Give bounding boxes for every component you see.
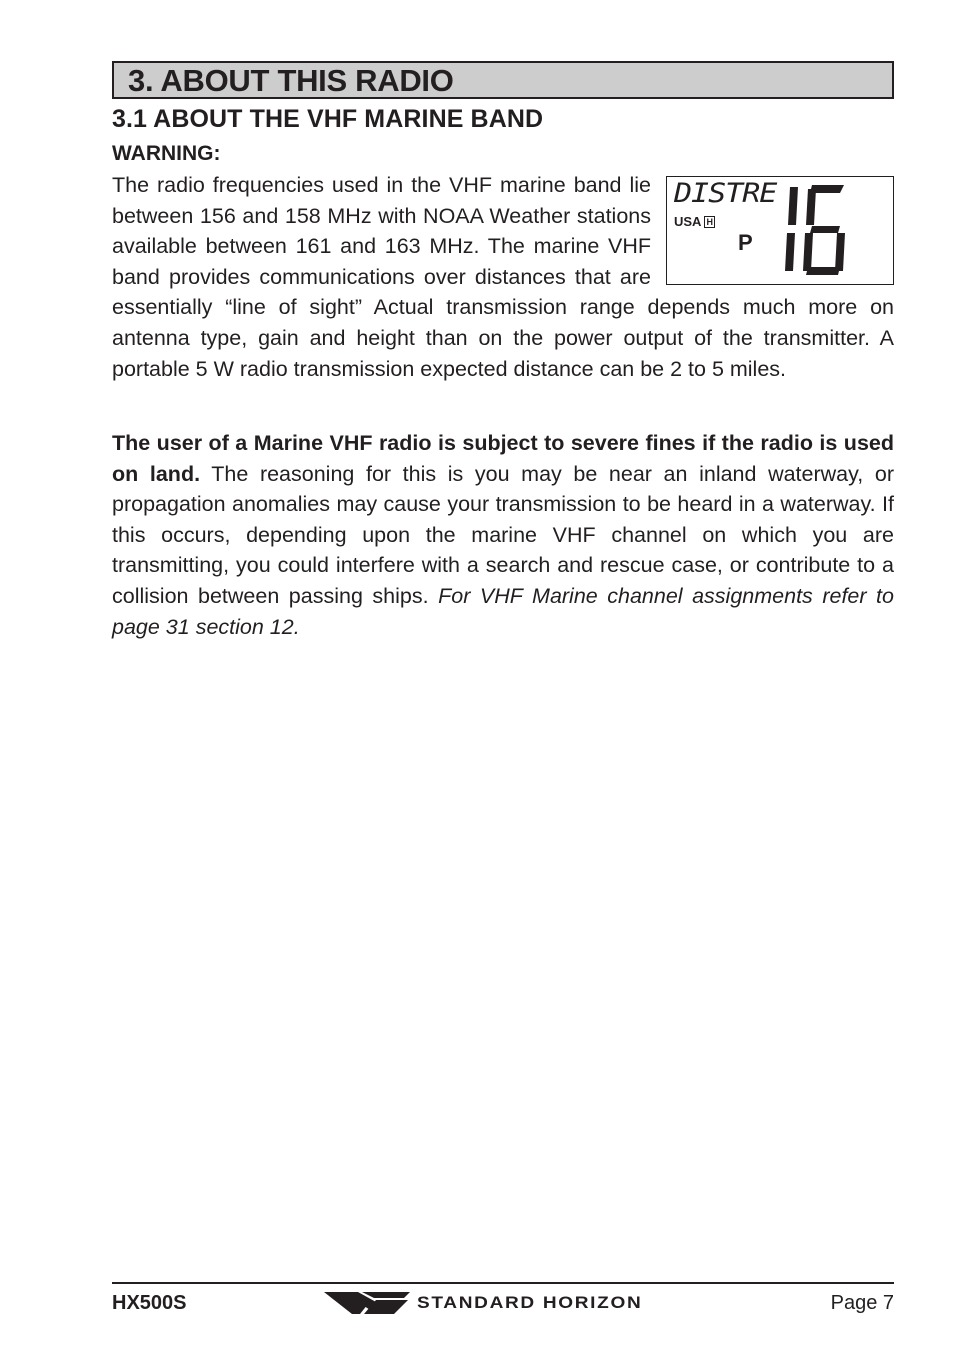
- channel-assignments-reference: For VHF Marine channel assignments refer to page 31 section 12.: [112, 583, 894, 639]
- lcd-channel-digits: [782, 185, 862, 275]
- brand-logo: [324, 1290, 643, 1321]
- land-use-warning-text: The reasoning for this is you may be near an inland waterway, or propagation anomalies may cause your transmission to be heard in a waterway. If this occurs, depending upon the marine VHF channel on which you are transmitting, you could interfere with a search and rescue case, or contribute to a collision between passing ships.: [112, 461, 894, 608]
- footer-rule: [112, 1282, 894, 1284]
- lcd-h-indicator: H: [706, 217, 713, 227]
- lcd-mode-text: DISTRE: [674, 177, 777, 210]
- paragraph-land-use-warning: [112, 428, 894, 642]
- lcd-p-indicator: P: [738, 230, 753, 255]
- lcd-display-illustration: [666, 176, 894, 285]
- section-title: 3.1 ABOUT THE VHF MARINE BAND: [112, 105, 544, 133]
- page-number: Page 7: [830, 1292, 894, 1314]
- lcd-region-label: [674, 207, 715, 238]
- warning-label: WARNING:: [112, 142, 221, 165]
- chapter-title: 3. ABOUT THIS RADIO: [128, 63, 454, 98]
- paragraph-frequencies-text: The radio frequencies used in the VHF marine band lie between 156 and 158 MHz with NOAA Weather stations available between 161 and 163 MHz. The marine VHF band provides communications over distances that are essentially “line of sight” Actual transmission range depends much more on antenna type, gain and height than on the power output of the transmitter. A portable 5 W radio transmission expected distance can be 2 to 5 miles.: [112, 173, 894, 381]
- brand-name: STANDARD HORIZON: [417, 1293, 643, 1312]
- paragraph-frequencies: [112, 170, 894, 384]
- brand-mark-icon: [324, 1290, 410, 1316]
- footer-model: HX500S: [112, 1292, 187, 1314]
- lcd-region: USA: [674, 214, 702, 229]
- land-use-warning-bold: The user of a Marine VHF radio is subject to severe fines if the radio is used on land.: [112, 431, 894, 486]
- chapter-heading-bar: [112, 61, 894, 99]
